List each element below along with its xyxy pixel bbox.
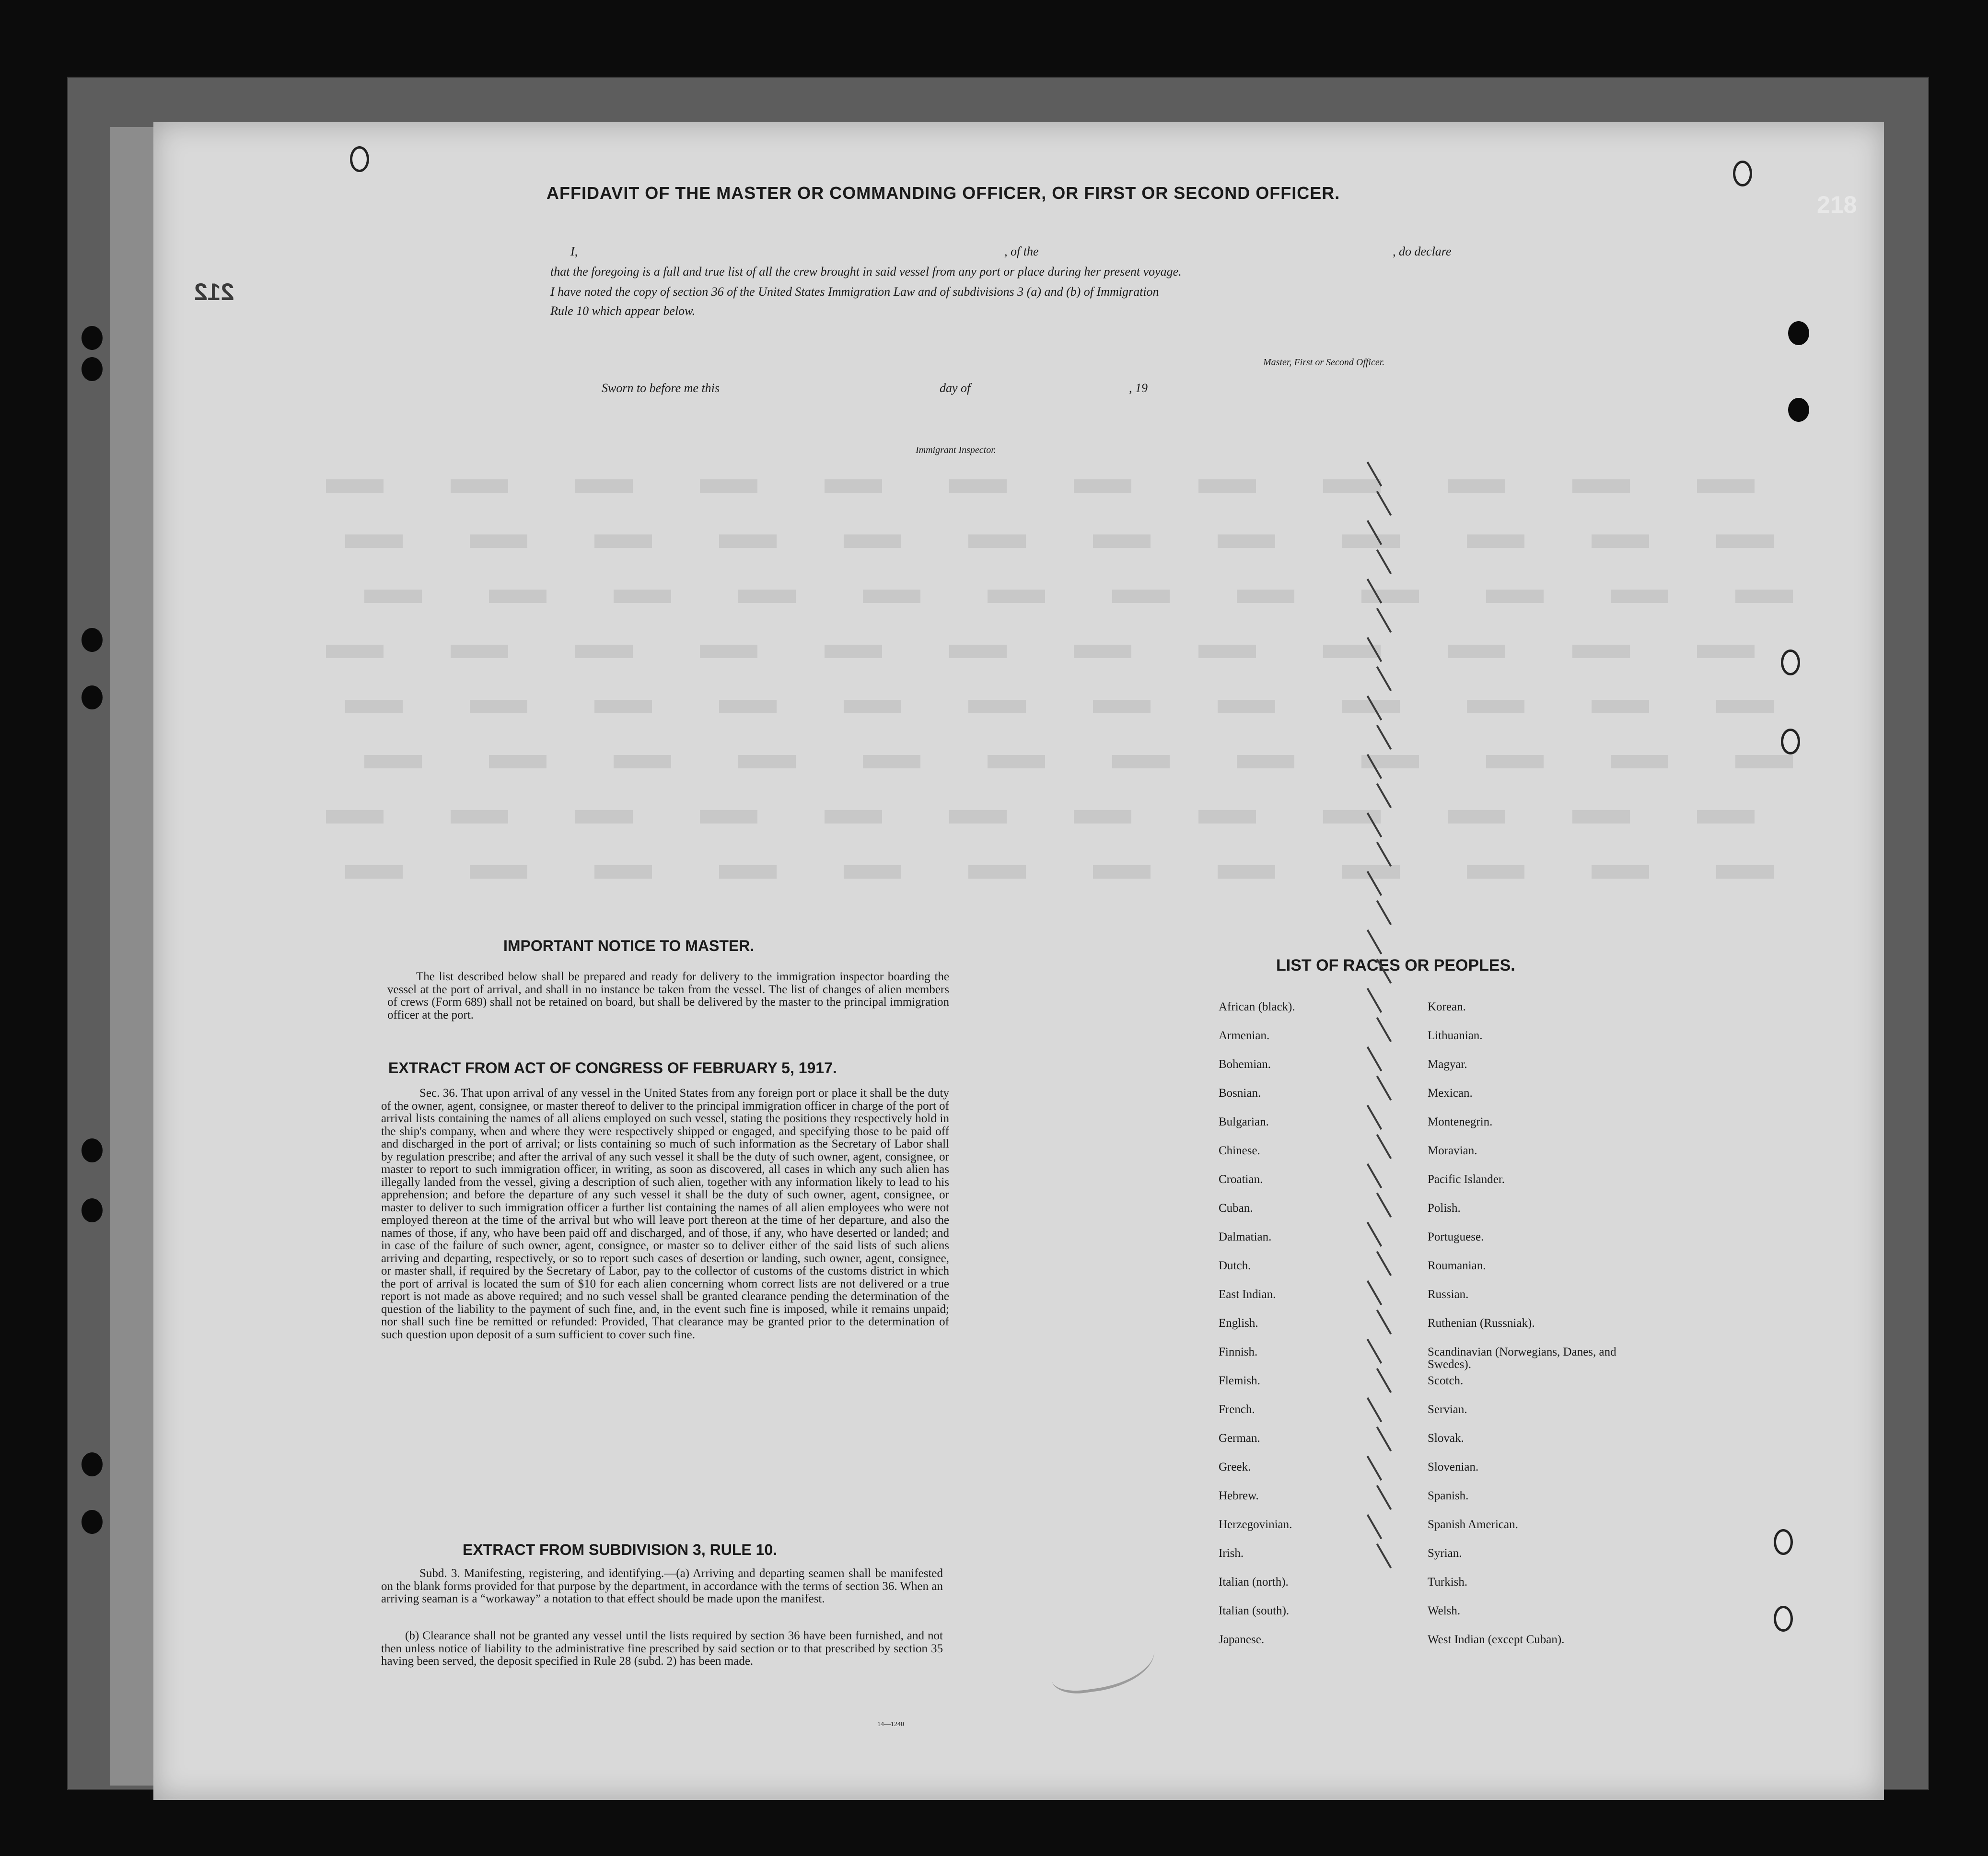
affidavit-i: I,	[570, 244, 578, 258]
rule-subdivision-b: (b) Clearance shall not be granted any vessel until the lists required by section 36 have been furnished, and not then unless notice of liability to the administrative fine prescribed by said section or to that prescribed by section 35 having been served, the deposit specified in Rule 28 (subd. 2) has been made.	[381, 1629, 943, 1668]
races-title: LIST OF RACES OR PEOPLES.	[1276, 956, 1515, 974]
binder-hole	[81, 628, 103, 652]
race-item: Korean.	[1428, 1000, 1466, 1013]
bleed-through-row	[268, 645, 1755, 658]
binder-hole	[1788, 398, 1809, 422]
binder-hole	[81, 1198, 103, 1222]
race-item: Flemish.	[1219, 1374, 1260, 1387]
rule-title: EXTRACT FROM SUBDIVISION 3, RULE 10.	[463, 1541, 778, 1558]
race-item: Dutch.	[1219, 1259, 1251, 1272]
race-item: West Indian (except Cuban).	[1428, 1633, 1565, 1646]
race-item: Slovenian.	[1428, 1461, 1479, 1473]
race-item: Spanish American.	[1428, 1518, 1518, 1531]
race-item: Spanish.	[1428, 1489, 1469, 1502]
rule-subdivision-a: Subd. 3. Manifesting, registering, and identifying.—(a) Arriving and departing seamen shall be manifested on the blank forms provided for that purpose by the department, in accordance with the terms of section 36. When an arriving seaman is a “workaway” a notation to that effect should be made upon the manifest.	[381, 1567, 943, 1605]
binder-hole	[81, 357, 103, 381]
race-item: Turkish.	[1428, 1576, 1468, 1589]
race-item: Dalmatian.	[1219, 1230, 1272, 1243]
race-item: Pacific Islander.	[1428, 1173, 1505, 1186]
race-item: Irish.	[1219, 1547, 1244, 1560]
punch-ring	[1774, 1606, 1793, 1632]
race-item: Bohemian.	[1219, 1058, 1271, 1071]
master-signature-label: Master, First or Second Officer.	[1263, 357, 1385, 368]
race-item: Cuban.	[1219, 1202, 1253, 1215]
race-item: Bosnian.	[1219, 1087, 1261, 1100]
notice-title: IMPORTANT NOTICE TO MASTER.	[503, 937, 755, 954]
race-item: Scotch.	[1428, 1374, 1464, 1387]
race-item: Mexican.	[1428, 1087, 1473, 1100]
form-code: 14—1240	[877, 1721, 904, 1728]
race-item: Portuguese.	[1428, 1230, 1484, 1243]
binder-hole	[81, 685, 103, 709]
binder-hole	[81, 1510, 103, 1534]
bleed-through-row	[307, 755, 1793, 768]
race-item: Roumanian.	[1428, 1259, 1486, 1272]
race-item: German.	[1219, 1432, 1260, 1445]
document-page	[153, 122, 1884, 1800]
race-item: Polish.	[1428, 1202, 1461, 1215]
race-item: Syrian.	[1428, 1547, 1462, 1560]
race-item: Magyar.	[1428, 1058, 1467, 1071]
race-item: Italian (north).	[1219, 1576, 1289, 1589]
race-item: Scandinavian (Norwegians, Danes, and Swedes).	[1428, 1346, 1616, 1371]
bleed-through-row	[268, 479, 1755, 493]
race-item: Welsh.	[1428, 1604, 1461, 1617]
inspector-signature-label: Immigrant Inspector.	[916, 445, 996, 455]
punch-ring	[1774, 1529, 1793, 1555]
bleed-through-number: 212	[194, 278, 234, 305]
affidavit-of-the: , of the	[1004, 244, 1039, 258]
binder-hole	[1788, 321, 1809, 345]
race-item: East Indian.	[1219, 1288, 1276, 1301]
race-item: Japanese.	[1219, 1633, 1265, 1646]
race-item: Croatian.	[1219, 1173, 1263, 1186]
race-item: Hebrew.	[1219, 1489, 1259, 1502]
race-item: Finnish.	[1219, 1346, 1258, 1358]
act-title: EXTRACT FROM ACT OF CONGRESS OF FEBRUARY 5, 1917.	[388, 1059, 837, 1077]
affidavit-line-2: that the foregoing is a full and true list of all the crew brought in said vessel from any port or place during her present voyage.	[550, 265, 1182, 278]
race-item: Lithuanian.	[1428, 1029, 1483, 1042]
race-item: Moravian.	[1428, 1144, 1477, 1157]
race-item: Italian (south).	[1219, 1604, 1290, 1617]
punch-ring	[1781, 650, 1800, 675]
act-section-36: Sec. 36. That upon arrival of any vessel in the United States from any foreign port or place it shall be the duty of the owner, agent, consignee, or master thereof to deliver to the principal immigration officer in charge of the port of arrival lists containing the names of all aliens employed on such vessel, stating the positions they respectively hold in the ship's company, when and where they were respectively shipped or engaged, and specifying those to be paid off and discharged in the port of arrival; or lists containing so much of such information as the Secretary of Labor shall by regulation prescribe; and after the arrival of any such vessel it shall be the duty of such owner, agent, consignee, or master to report to such immigration officer, in writing, as soon as discovered, all cases in which any such alien has illegally landed from the vessel, giving a description of such alien, together with any information likely to lead to his apprehension; and before the departure of any such vessel it shall be the duty of such owner, agent, consignee, or master to deliver to such immigration officer a further list containing the names of all alien employees who were not employed thereon at the time of the arrival but who will leave port thereon at the time of her departure, and also the names of those, if any, who have been paid off and discharged, and of those, if any, who have deserted or landed; and in case of the failure of such owner, agent, consignee, or master so to deliver either of the said lists of such aliens arriving and departing, respectively, or so to report such cases of desertion or landing, such owner, agent, consignee, or master shall, if required by the Secretary of Labor, pay to the collector of customs of the customs district in which the port of arrival is located the sum of $10 for each alien concerning whom correct lists are not delivered or a true report is not made as above required; and no such vessel shall be granted clearance pending the determination of the question of the liability to the payment of such fine, and, in the event such fine is imposed, while it remains unpaid; nor shall such fine be remitted or refunded: Provided, That clearance may be granted prior to the determination of such question upon deposit of a sum sufficient to cover such fine.	[381, 1087, 949, 1341]
race-item: Russian.	[1428, 1288, 1469, 1301]
punch-ring	[1781, 729, 1800, 754]
sworn-year-label: , 19	[1129, 381, 1148, 395]
page-number: 218	[1817, 191, 1857, 218]
punch-ring	[1733, 161, 1752, 186]
affidavit-title: AFFIDAVIT OF THE MASTER OR COMMANDING OFFICER, OR FIRST OR SECOND OFFICER.	[546, 183, 1340, 203]
bleed-through-row	[288, 865, 1774, 879]
race-item: African (black).	[1219, 1000, 1295, 1013]
race-item: English.	[1219, 1317, 1258, 1330]
race-item: Slovak.	[1428, 1432, 1464, 1445]
binder-hole	[81, 326, 103, 350]
affidavit-line-4: Rule 10 which appear below.	[550, 304, 696, 318]
race-item: French.	[1219, 1403, 1255, 1416]
notice-body: The list described below shall be prepared and ready for delivery to the immigration inspector boarding the vessel at the port of arrival, and shall in no instance be taken from the vessel. The list of changes of alien members of crews (Form 689) shall not be retained on board, but shall be delivered by the master to the principal immigration officer at the port.	[387, 970, 949, 1021]
bleed-through-row	[288, 534, 1774, 548]
bleed-through-row	[288, 700, 1774, 713]
race-item: Ruthenian (Russniak).	[1428, 1317, 1535, 1330]
sworn-statement: Sworn to before me this	[602, 381, 720, 395]
bleed-through-row	[307, 590, 1793, 603]
affidavit-declare: , do declare	[1393, 244, 1452, 258]
punch-ring	[350, 146, 369, 172]
race-item: Herzegovinian.	[1219, 1518, 1292, 1531]
race-item: Armenian.	[1219, 1029, 1270, 1042]
race-item: Montenegrin.	[1428, 1115, 1493, 1128]
binder-hole	[81, 1138, 103, 1162]
sworn-day-label: day of	[940, 381, 971, 395]
race-item: Servian.	[1428, 1403, 1467, 1416]
race-item: Bulgarian.	[1219, 1115, 1269, 1128]
race-item: Chinese.	[1219, 1144, 1260, 1157]
race-item: Greek.	[1219, 1461, 1251, 1473]
binder-hole	[81, 1452, 103, 1476]
affidavit-line-3: I have noted the copy of section 36 of the United States Immigration Law and of subdivisions 3 (a) and (b) of Immigration	[550, 285, 1159, 299]
bleed-through-row	[268, 810, 1755, 824]
